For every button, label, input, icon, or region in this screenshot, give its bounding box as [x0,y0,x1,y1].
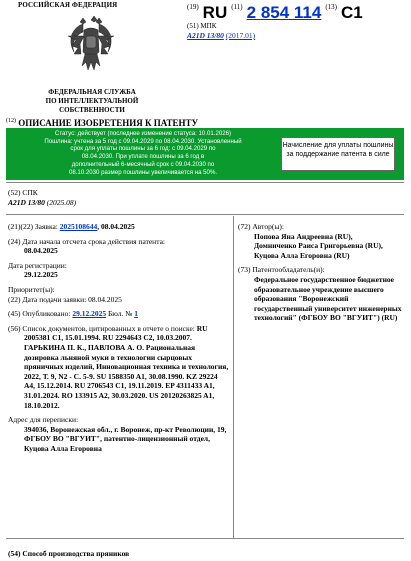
invention-title: (54) Способ производства пряников [8,549,130,558]
fee-line-4: дополнительный 6-месячный срок с 09.04.2030 по [71,160,215,168]
divider [6,214,404,215]
fee-line-3: 08.04.2030. При уплате пошлины за 6 год в [81,153,205,161]
bulletin-label: Бюл. № [106,309,135,319]
cited-docs-text: RU 2005381 C1, 15.01.1994. RU 2294643 C2, 10.03.2007. ГАРЬКИНА П. К., ПАВЛОВА А. О. Рациональная дозировка льняной муки в технологии сырцовых пряничных изделий, Инновационная техника и технология, 2022, Т. 9, N2 - С. 5-9. SU 1588350 A1, 30.08.1990. KZ 29224 A4, 15.12.2014. RU 2706543 C1, 19.11.2019. EP 4311433 A1, 31.01.2024. RO 133915 A2, 30.03.2020. US 20120263825 A1, 18.10.2012. [24,323,229,410]
priority-label: Приоритет(ы): [8,284,55,294]
status-line: Статус: действует (последнее изменение статуса: 10.01.2026) [54,130,232,137]
spk-code: A21D 13/80 [8,198,45,207]
fee-line-2: срок для уплаты пошлины за 6 год: с 09.04.2029 по [70,145,216,153]
cited-docs-row [8,324,230,410]
address-row [8,415,230,453]
description-title [6,118,198,128]
country-code: RU [202,3,228,22]
authors-row [238,222,404,260]
code-19: (19) [187,3,199,11]
ipc-code-link[interactable]: A21D 13/80 [187,31,224,40]
author: Попова Яна Андреевна (RU), [254,231,353,241]
owner-text: Федеральное государственное бюджетное образовательное учреждение высшего образования "Воронежский государственный университет инженерных технологий" (ФГБОУ ВО "ВГУИТ") (RU) [254,274,402,323]
spk-version: (2025.08) [46,198,77,207]
code-13: (13) [325,3,338,11]
cited-docs [8,324,230,410]
fee-line-1: Пошлина: учтена за 5 год с 09.04.2029 по 08.04.2030. Установленный [44,137,242,145]
ipc-code-line [187,31,255,40]
start-date-label: (24) Дата начала отсчета срока действия патента: [8,236,165,246]
agency-name [12,88,172,115]
address-text: 394036, Воронежская обл., г. Воронеж, пр-кт Революции, 19, ФГБОУ ВО "ВГУИТ", патентно-лицензионный отдел, Куцова Алла Егоровна [24,424,227,453]
authors-label: (72) Автор(ы): [238,222,284,231]
description-title-text: ОПИСАНИЕ ИЗОБРЕТЕНИЯ К ПАТЕНТУ [18,118,199,128]
agency-line-2: ПО ИНТЕЛЛЕКТУАЛЬНОЙ СОБСТВЕННОСТИ [45,97,139,114]
divider [6,538,404,539]
owner-label: (73) Патентообладатель(и): [238,265,325,275]
ipc-label: (51) МПК [187,22,217,30]
address-label: Адрес для переписки: [8,415,79,425]
bibliographic-right [238,222,404,328]
fee-payment-button[interactable]: Начисление для уплаты пошлины за поддержание патента в силе [281,137,395,171]
owner-row [238,265,404,323]
column-divider [233,216,234,538]
publication-date-link[interactable]: 29.12.2025 [72,309,107,319]
cited-docs-label: (56) Список документов, цитированных в отчете о поиске: [8,323,195,333]
publication-label: (45) Опубликовано: [8,309,73,319]
ipc-version-link[interactable]: (2017.01) [225,31,256,40]
code-12: (12) [6,118,16,124]
registration-row [8,261,230,280]
code-11: (11) [231,3,243,11]
patent-number-line [187,3,363,23]
application-date: , 08.04.2025 [97,222,135,231]
bibliographic-left [8,222,230,458]
agency-line-1: ФЕДЕРАЛЬНАЯ СЛУЖБА [48,88,136,96]
status-text [10,130,276,176]
kind-code: C1 [341,3,363,22]
author: Домниченко Раиса Григорьевна (RU), [254,241,383,251]
filing-date: (22) Дата подачи заявки: 08.04.2025 [8,294,122,304]
coat-of-arms-icon [66,14,116,76]
country-name: РОССИЙСКАЯ ФЕДЕРАЦИЯ [18,1,118,9]
start-date-row [8,237,230,256]
application-label: (21)(22) Заявка: [8,222,60,231]
bulletin-number-link[interactable]: 1 [134,309,138,319]
registration-label: Дата регистрации: [8,260,67,270]
start-date: 08.04.2025 [24,246,58,256]
patent-number-link[interactable]: 2 854 114 [246,3,322,22]
priority-row [8,285,230,304]
spk-code-line [8,198,76,207]
author: Куцова Алла Егоровна (RU) [254,250,350,260]
application-number-link[interactable]: 2025108644 [59,222,98,231]
divider [6,182,404,183]
application-row [8,222,230,232]
spk-label: (52) СПК [8,188,38,197]
registration-date: 29.12.2025 [24,270,58,280]
publication-row [8,309,230,319]
fee-line-5: 08.10.2030 размер пошлины увеличивается на 50%. [68,168,218,176]
